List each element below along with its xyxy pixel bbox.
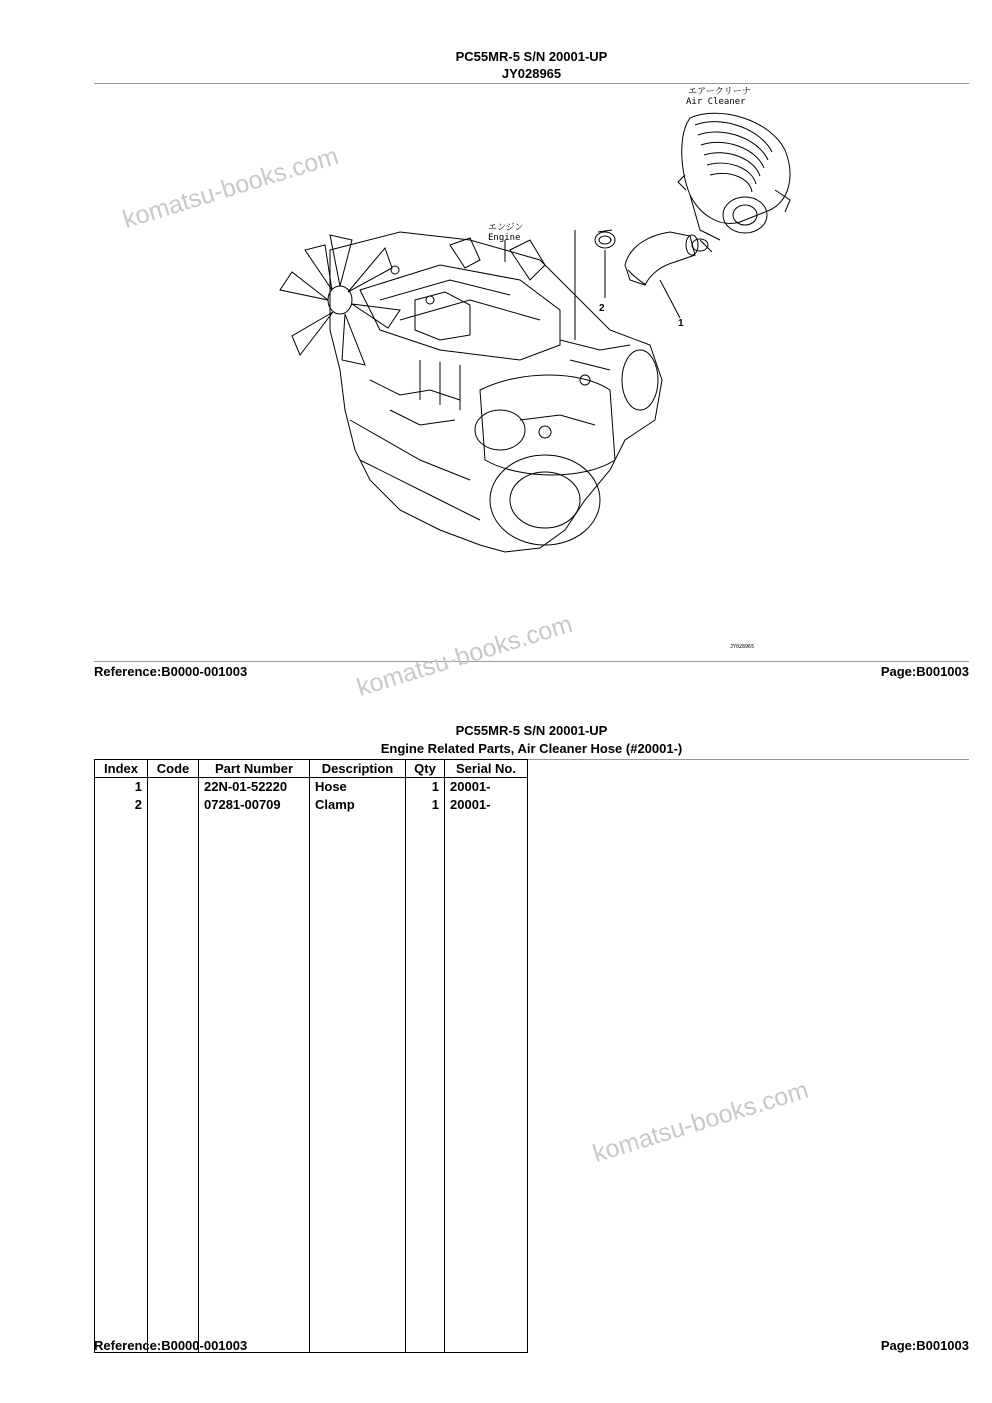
- parts-list-subtitle: Engine Related Parts, Air Cleaner Hose (#20001-): [380, 741, 683, 756]
- row-index: 1: [95, 778, 148, 797]
- reference-label: Reference:B0000-001003: [94, 664, 248, 679]
- page-title: PC55MR-5 S/N 20001-UP: [455, 49, 608, 64]
- callout-1: 1: [678, 318, 684, 329]
- row-description: Clamp: [310, 796, 406, 814]
- page-number: Page:B001003: [880, 1338, 969, 1353]
- air-cleaner-drawing: [678, 113, 790, 252]
- callout-2: 2: [599, 303, 605, 314]
- table-empty-space: [95, 814, 528, 1353]
- watermark: komatsu-books.com: [353, 609, 576, 703]
- page-number: Page:B001003: [880, 664, 969, 679]
- row-part-number: 07281-00709: [199, 796, 310, 814]
- engine-body-drawing: [330, 232, 662, 552]
- row-part-number: 22N-01-52220: [199, 778, 310, 797]
- table-header-row: [95, 760, 528, 778]
- col-serial: Serial No.: [445, 760, 528, 778]
- col-description: Description: [310, 760, 406, 778]
- parts-table: [94, 759, 528, 1353]
- col-qty: Qty: [406, 760, 445, 778]
- reference-label: Reference:B0000-001003: [94, 1338, 248, 1353]
- parts-list-title: PC55MR-5 S/N 20001-UP: [455, 723, 608, 738]
- engine-label-en: Engine: [488, 233, 521, 243]
- table-header-rule: [527, 759, 969, 760]
- col-code: Code: [148, 760, 199, 778]
- fan-drawing: [280, 235, 400, 365]
- engine-illustration: [0, 0, 992, 660]
- row-serial: 20001-: [445, 796, 528, 814]
- watermark: komatsu-books.com: [589, 1075, 812, 1169]
- table-row: [95, 778, 528, 797]
- row-code: [148, 796, 199, 814]
- page1-footer-rule: [94, 661, 969, 662]
- row-index: 2: [95, 796, 148, 814]
- figure-code: JY028965: [730, 644, 755, 650]
- table-row: [95, 796, 528, 814]
- col-part-number: Part Number: [199, 760, 310, 778]
- air-cleaner-label-jp: エアークリーナ: [688, 87, 751, 97]
- hose-drawing: [625, 232, 698, 285]
- row-code: [148, 778, 199, 797]
- clamp-drawing: [595, 230, 615, 248]
- row-qty: 1: [406, 778, 445, 797]
- engine-label-jp: エンジン: [488, 223, 524, 233]
- row-serial: 20001-: [445, 778, 528, 797]
- col-index: Index: [95, 760, 148, 778]
- watermark: komatsu-books.com: [119, 141, 342, 235]
- air-cleaner-label-en: Air Cleaner: [686, 97, 746, 107]
- row-qty: 1: [406, 796, 445, 814]
- row-description: Hose: [310, 778, 406, 797]
- figure-number: JY028965: [501, 66, 562, 81]
